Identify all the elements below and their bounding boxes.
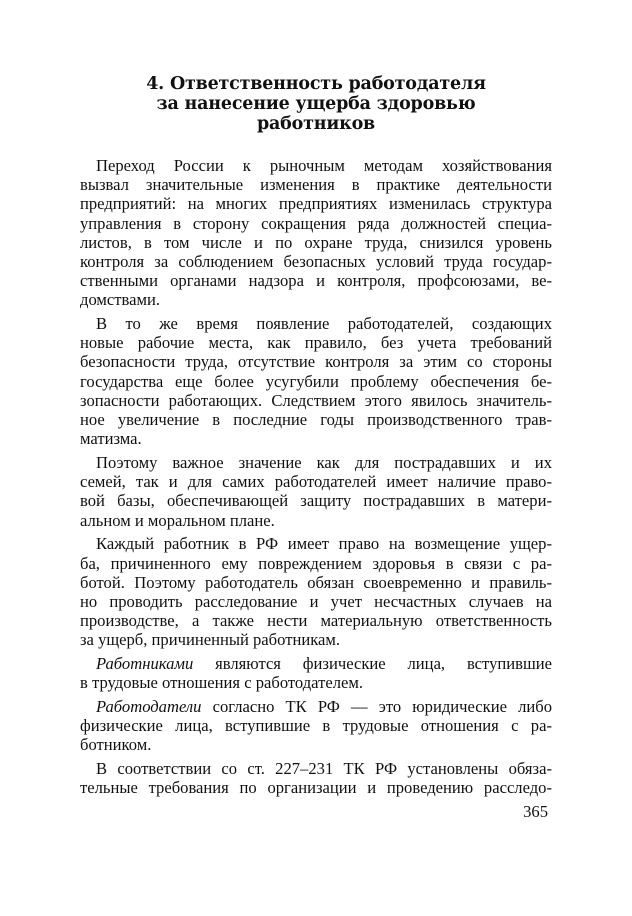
text-line: Поэтому важное значение как для пострадавших и их [96,453,552,472]
text-line: безопасности труда, отсутствие контроля за этим со стороны [80,352,552,372]
text-line: ботником. [80,735,152,755]
text-line: ботой. Поэтому работодатель обязан своевременно и правиль- [80,572,552,592]
term-employers: Работодатели [96,697,202,717]
text-line: тельные требования по организации и проведению расследо- [80,778,552,798]
text-line: альном и моральном плане. [80,510,275,530]
text-line: предприятий: на многих предприятиях изменилась структура [80,194,552,214]
paragraph-4 [80,534,552,649]
section-heading-line-1: 4. Ответственность работодателя [146,74,486,94]
section-heading-line-2: за нанесение ущерба здоровью [156,94,476,114]
text-line: но проводить расследование и учет несчастных случаев на [80,591,552,611]
text-line: за ущерб, причиненный работникам. [80,630,341,650]
text-line: Каждый работник в РФ имеет право на возмещение ущер- [96,534,552,554]
section-heading [60,74,572,134]
text-line [80,654,552,673]
text-line: матизма. [80,429,142,449]
text-line: листов, в том числе и по охране труда, снизился уровень [80,232,552,252]
text-line: ственными органами надзора и контроля, профсоюзами, ве- [80,271,552,291]
paragraph-6-definition-employers [80,697,552,755]
paragraph-3 [80,453,552,530]
text-line: производстве, а также нести материальную ответственность [80,611,552,631]
paragraph-5-definition-workers [80,654,552,692]
text-line [80,697,552,716]
text-line: государства еще более усугубили проблему обеспечения бе- [80,371,552,391]
text-line: семей, так и для самих работодателей имеет наличие право- [80,472,552,492]
text-line: управления в сторону сокращения ряда должностей специа- [80,213,552,233]
text-line: контроля за соблюдением безопасных условий труда государ- [80,251,552,271]
body-text [80,156,552,802]
text-line: в трудовые отношения с работодателем. [80,673,364,693]
definition-text: являются физические лица, вступившие [193,654,552,674]
text-line: В то же время появление работодателей, создающих [96,314,552,334]
text-line: ба, причиненного ему повреждением здоровья в связи с ра- [80,553,552,573]
term-workers: Работниками [96,654,194,674]
text-line: Переход России к рыночным методам хозяйствования [96,156,552,175]
paragraph-2 [80,314,552,448]
text-line: физические лица, вступившие в трудовые отношения с ра- [80,716,552,736]
paragraph-1 [80,156,552,310]
text-line: В соответствии со ст. 227–231 ТК РФ установлены обяза- [96,759,552,779]
section-heading-line-3: работников [256,114,376,134]
text-line: новые рабочие места, как правило, без учета требований [80,333,552,353]
text-line: ное увеличение в последние годы производственного трав- [80,410,552,430]
page-number: 365 [523,802,548,821]
text-line: зопасности работающих. Следствием этого явилось значитель- [80,390,552,410]
text-line: домствами. [80,290,161,310]
paragraph-7 [80,759,552,797]
text-line: вой базы, обеспечивающей защиту пострадавших в матери- [80,491,552,511]
text-line: вызвал значительные изменения в практике деятельности [80,175,552,195]
definition-text: согласно ТК РФ — это юридические либо [201,697,552,717]
